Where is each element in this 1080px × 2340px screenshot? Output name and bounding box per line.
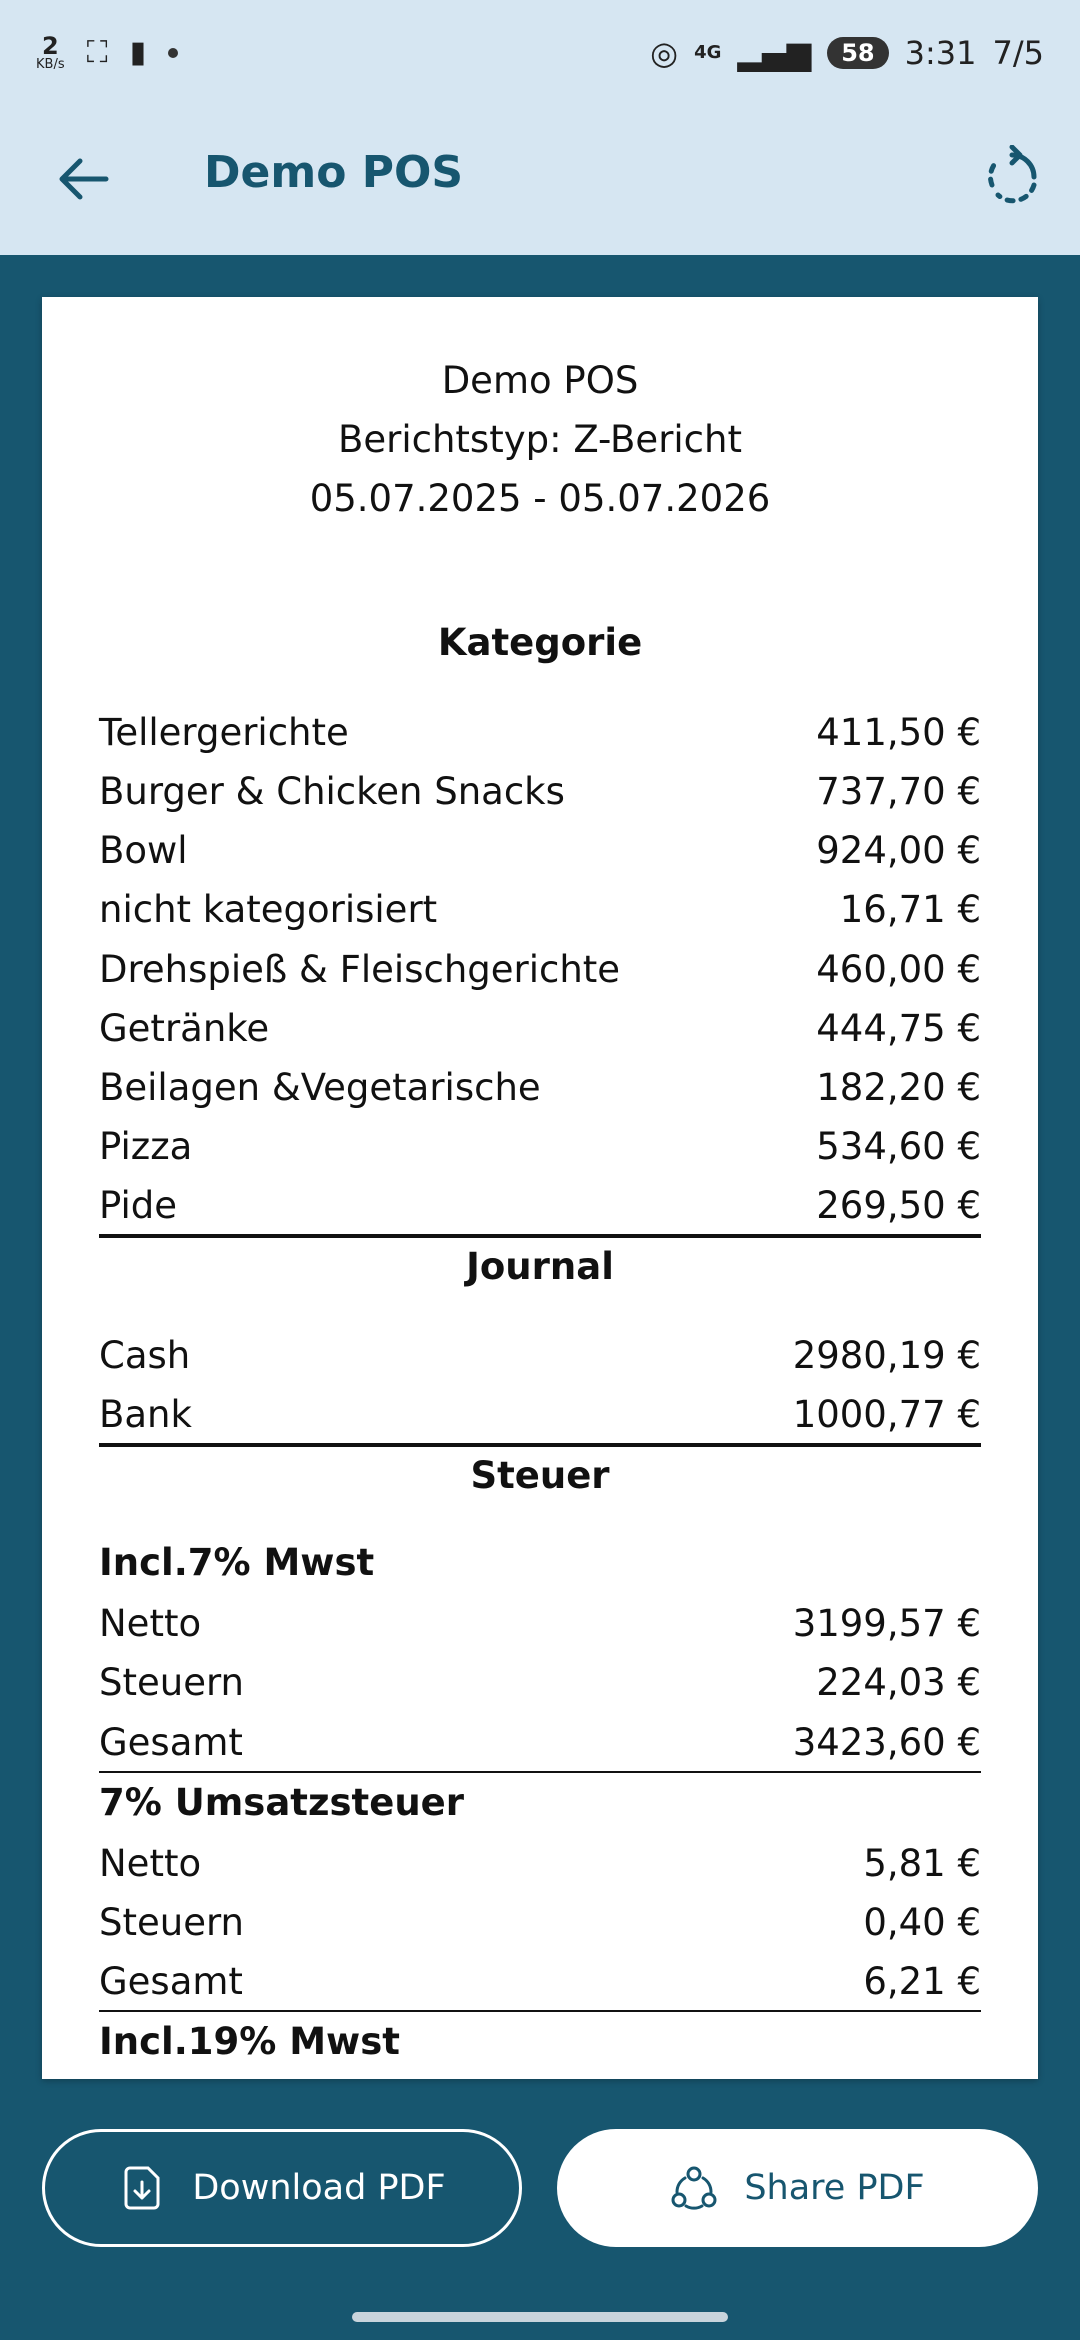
home-indicator[interactable] bbox=[352, 2312, 728, 2322]
report-row bbox=[99, 763, 981, 819]
row-value: 3199,57 € bbox=[792, 1601, 981, 1645]
screenshot-icon: ⛶ bbox=[86, 35, 108, 70]
battery-level: 58 bbox=[827, 37, 888, 69]
tax-group-title: 7% Umsatzsteuer bbox=[99, 1781, 464, 1824]
row-label: Pizza bbox=[99, 1124, 193, 1168]
row-value: 269,50 € bbox=[816, 1183, 981, 1227]
row-label: Tellergerichte bbox=[99, 710, 349, 754]
row-label: Netto bbox=[99, 1841, 202, 1885]
notification-dot-icon bbox=[168, 48, 178, 58]
row-value: 444,75 € bbox=[816, 1006, 981, 1050]
row-value: 924,00 € bbox=[816, 828, 981, 872]
report-row bbox=[99, 822, 981, 878]
hotspot-icon: ◎ bbox=[650, 33, 679, 72]
row-label: Getränke bbox=[99, 1006, 270, 1050]
row-label: Gesamt bbox=[99, 1720, 243, 1764]
net-speed bbox=[36, 34, 65, 71]
row-label: Pide bbox=[99, 1183, 178, 1227]
back-button[interactable] bbox=[52, 147, 116, 211]
row-label: Netto bbox=[99, 1601, 202, 1645]
section-divider bbox=[99, 1443, 981, 1447]
signal-icon: ▂▄▆ bbox=[737, 33, 812, 72]
tax-group-title: Incl.19% Mwst bbox=[99, 2020, 400, 2063]
report-row bbox=[99, 1714, 981, 1770]
row-label: Drehspieß & Fleischgerichte bbox=[99, 947, 621, 991]
section-title-journal: Journal bbox=[466, 1245, 614, 1288]
report-row bbox=[99, 1953, 981, 2009]
row-value: 6,21 € bbox=[863, 1959, 981, 2003]
report-type: Berichtstyp: Z-Bericht bbox=[337, 418, 742, 461]
report-row bbox=[99, 1177, 981, 1233]
net-speed-value: 2 bbox=[41, 32, 59, 60]
report-row bbox=[99, 1386, 981, 1442]
row-value: 0,40 € bbox=[863, 1900, 981, 1944]
group-divider bbox=[99, 2010, 981, 2012]
download-file-icon bbox=[118, 2164, 166, 2212]
report-row bbox=[99, 1654, 981, 1710]
report-row bbox=[99, 941, 981, 997]
section-divider bbox=[99, 1234, 981, 1238]
net-speed-unit: KB/s bbox=[36, 57, 65, 72]
row-label: Beilagen &Vegetarische bbox=[99, 1065, 541, 1109]
date: 7/5 bbox=[992, 33, 1044, 72]
report-date-range: 05.07.2025 - 05.07.2026 bbox=[309, 477, 771, 520]
status-left bbox=[36, 34, 178, 71]
group-divider bbox=[99, 1771, 981, 1773]
row-label: Gesamt bbox=[99, 1959, 243, 2003]
download-pdf-label: Download PDF bbox=[192, 2168, 446, 2208]
device-icon: ▮ bbox=[129, 35, 147, 70]
row-value: 534,60 € bbox=[816, 1124, 981, 1168]
network-type: 4G bbox=[694, 41, 722, 63]
report-paper bbox=[42, 297, 1038, 2079]
status-bar bbox=[0, 0, 1080, 105]
share-pdf-label: Share PDF bbox=[744, 2168, 925, 2208]
row-value: 182,20 € bbox=[816, 1065, 981, 1109]
page-title: Demo POS bbox=[204, 147, 464, 198]
report-row bbox=[99, 1118, 981, 1174]
status-right bbox=[650, 34, 1044, 72]
arrow-left-icon bbox=[52, 147, 116, 211]
row-value: 1000,77 € bbox=[792, 1392, 981, 1436]
share-icon bbox=[670, 2164, 718, 2212]
row-value: 2980,19 € bbox=[792, 1333, 981, 1377]
row-label: Steuern bbox=[99, 1660, 244, 1704]
report-row bbox=[99, 704, 981, 760]
clock: 3:31 bbox=[904, 33, 977, 72]
section-title-kategorie: Kategorie bbox=[437, 621, 643, 664]
report-row bbox=[99, 1835, 981, 1891]
report-row bbox=[99, 1059, 981, 1115]
row-value: 16,71 € bbox=[839, 887, 981, 931]
row-value: 3423,60 € bbox=[792, 1720, 981, 1764]
row-label: Cash bbox=[99, 1333, 191, 1377]
report-row bbox=[99, 881, 981, 937]
report-name: Demo POS bbox=[441, 359, 639, 402]
section-title-steuer: Steuer bbox=[470, 1454, 610, 1497]
download-pdf-button[interactable] bbox=[42, 2129, 522, 2247]
report-row bbox=[99, 1000, 981, 1056]
row-value: 737,70 € bbox=[816, 769, 981, 813]
row-label: Steuern bbox=[99, 1900, 244, 1944]
report-row bbox=[99, 1894, 981, 1950]
row-value: 411,50 € bbox=[816, 710, 981, 754]
row-label: Bank bbox=[99, 1392, 192, 1436]
share-pdf-button[interactable] bbox=[557, 2129, 1038, 2247]
report-row bbox=[99, 1327, 981, 1383]
refresh-icon bbox=[980, 145, 1044, 209]
row-value: 224,03 € bbox=[816, 1660, 981, 1704]
app-bar bbox=[0, 105, 1080, 255]
row-label: Burger & Chicken Snacks bbox=[99, 769, 565, 813]
row-label: Bowl bbox=[99, 828, 188, 872]
report-row bbox=[99, 1595, 981, 1651]
row-value: 5,81 € bbox=[863, 1841, 981, 1885]
row-label: nicht kategorisiert bbox=[99, 887, 438, 931]
refresh-button[interactable] bbox=[980, 145, 1044, 209]
row-value: 460,00 € bbox=[816, 947, 981, 991]
tax-group-title: Incl.7% Mwst bbox=[99, 1541, 375, 1584]
